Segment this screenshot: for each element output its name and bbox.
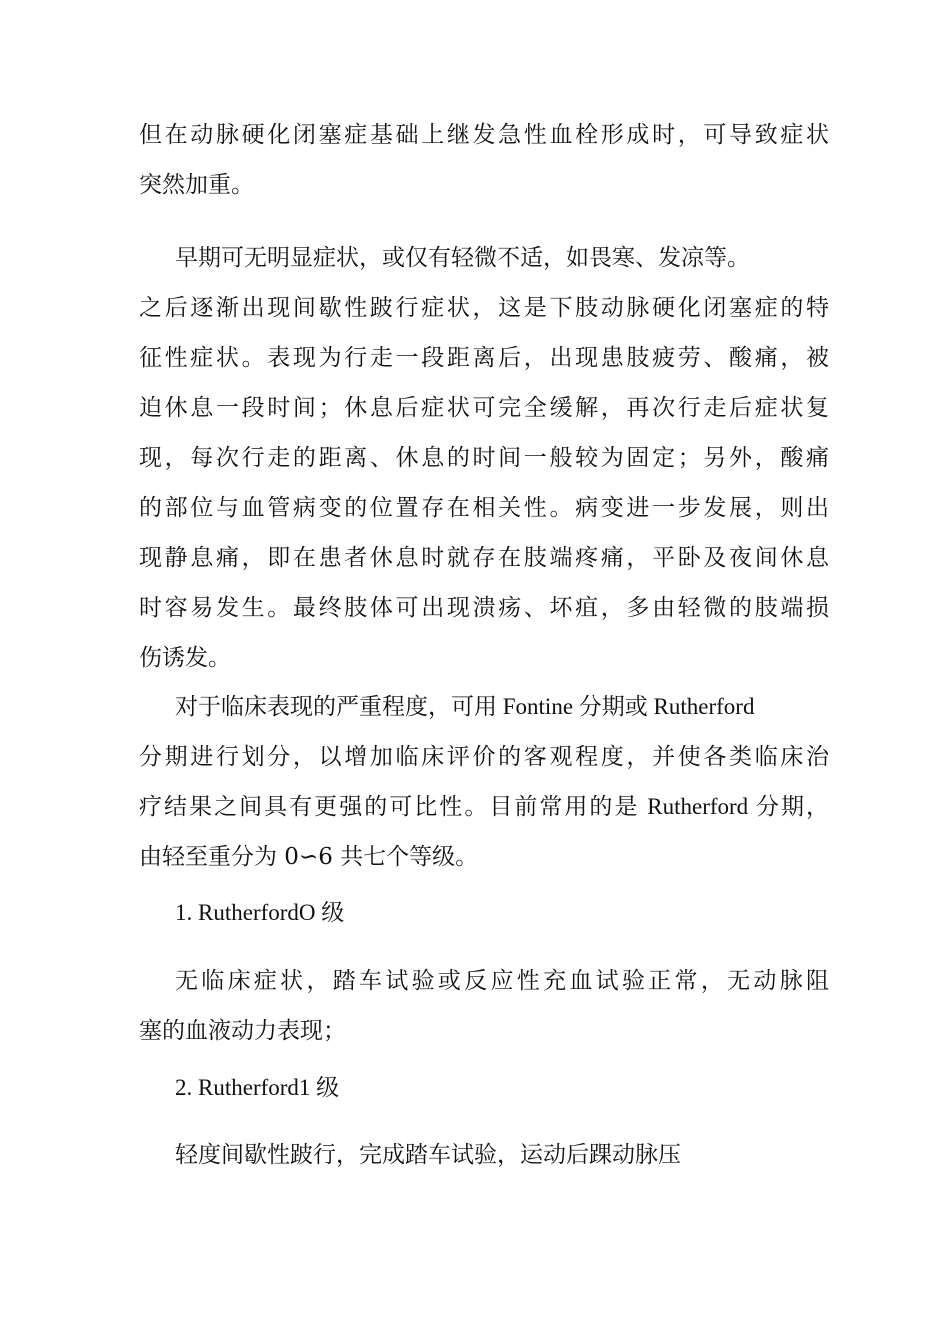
heading-text: 2. Rutherford1 级 [175,1075,340,1100]
paragraph-1 [139,110,829,210]
paragraph-line: 现，每次行走的距离、休息的时间一般较为固定；另外，酸痛 [139,445,829,471]
paragraph-2 [139,233,829,683]
paragraph-line: 塞的血液动力表现； [139,1018,346,1044]
section-heading-2 [139,1063,829,1113]
paragraph-3 [139,682,829,882]
paragraph-line: 由轻至重分为 0∽6 共七个等级。 [139,844,479,870]
paragraph-line: 伤诱发。 [139,645,231,671]
paragraph-line: 现静息痛，即在患者休息时就存在肢端疼痛，平卧及夜间休息 [139,545,829,571]
paragraph-line: 征性症状。表现为行走一段距离后，出现患肢疲劳、酸痛，被 [139,345,829,371]
paragraph-line: 无临床症状，踏车试验或反应性充血试验正常，无动脉阻 [175,968,829,994]
paragraph-line: 时容易发生。最终肢体可出现溃疡、坏疽，多由轻微的肢端损 [139,595,829,621]
paragraph-line: 突然加重。 [139,172,254,198]
paragraph-line: 之后逐渐出现间歇性跛行症状，这是下肢动脉硬化闭塞症的特 [139,295,829,321]
paragraph-line: 的部位与血管病变的位置存在相关性。病变进一步发展，则出 [139,495,829,521]
paragraph-line: 对于临床表现的严重程度，可用 Fontine 分期或 Rutherford [175,694,755,719]
paragraph-line: 轻度间歇性跛行，完成踏车试验，运动后踝动脉压 [175,1142,681,1168]
paragraph-line: 但在动脉硬化闭塞症基础上继发急性血栓形成时，可导致症状 [139,122,829,148]
paragraph-line: 早期可无明显症状，或仅有轻微不适，如畏寒、发凉等。 [175,245,750,271]
paragraph-5 [139,1130,829,1180]
paragraph-line: 迫休息一段时间；休息后症状可完全缓解，再次行走后症状复 [139,395,829,421]
heading-text: 1. RutherfordO 级 [175,900,345,925]
paragraph-line: 疗结果之间具有更强的可比性。目前常用的是 Rutherford 分期， [139,794,829,819]
paragraph-4 [139,956,829,1056]
paragraph-line: 分期进行划分，以增加临床评价的客观程度，并使各类临床治 [139,744,829,770]
section-heading-1 [139,888,829,938]
